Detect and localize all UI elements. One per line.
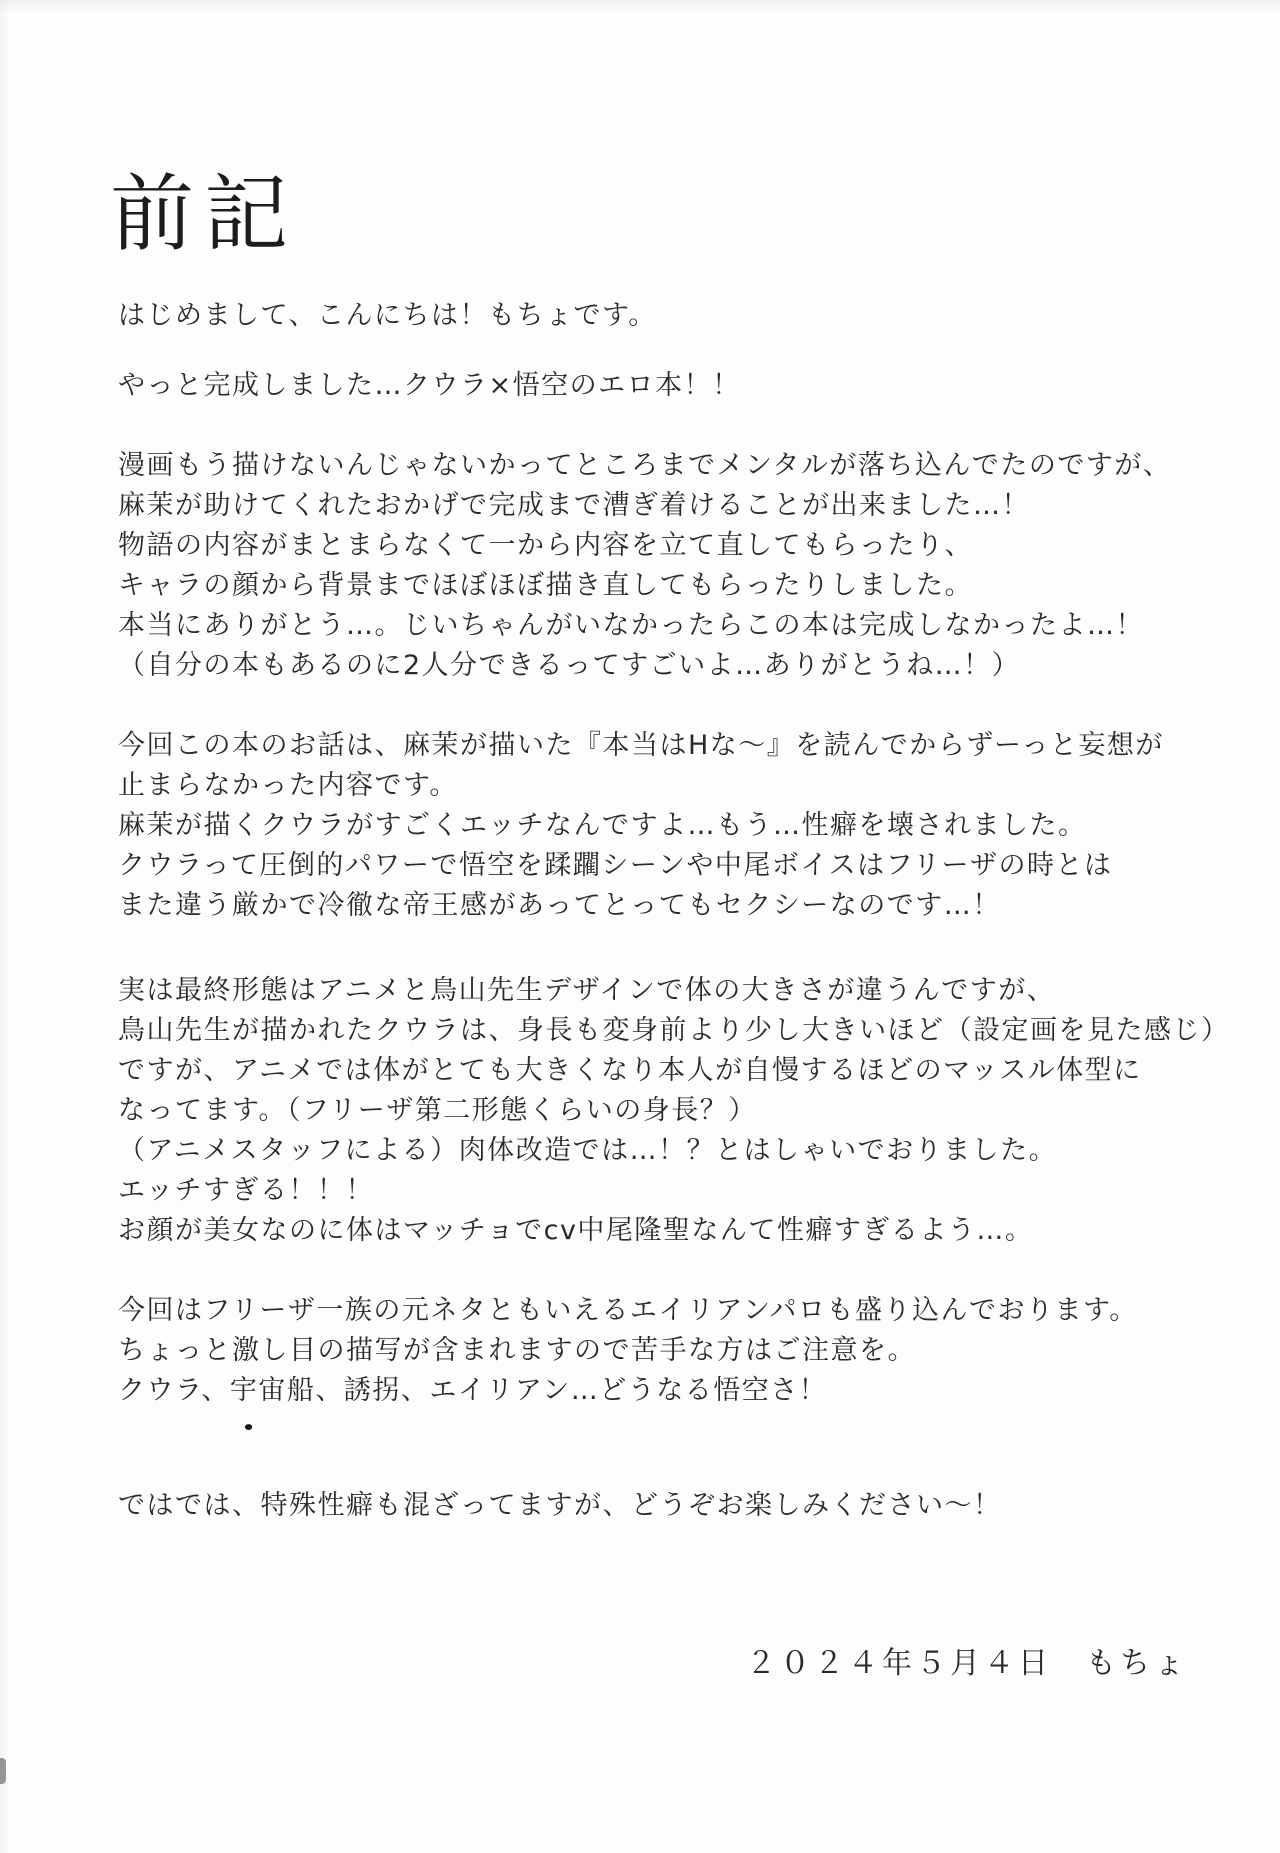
text-line: 実は最終形態はアニメと鳥山先生デザインで体の大きさが違うんですが、 — [118, 975, 1056, 1006]
paragraph-story-origin — [118, 726, 1220, 926]
paragraph-closing — [118, 1486, 1220, 1526]
text-line: クウラって圧倒的パワーで悟空を蹂躙シーンや中尾ボイスはフリーザの時とは — [118, 850, 1113, 881]
scan-edge-artifact — [0, 1758, 6, 1784]
text-line: ですが、アニメでは体がとても大きくなり本人が自慢するほどのマッスル体型に — [118, 1055, 1142, 1086]
text-line: キャラの顔から背景までほぼほぼ描き直してもらったりしました。 — [118, 570, 973, 601]
text-line: はじめまして、こんにちは！もちょです。 — [118, 300, 657, 331]
paragraph-content-warning — [118, 1291, 1220, 1411]
text-line: 止まらなかった内容です。 — [118, 770, 458, 801]
text-line: お顔が美女なのに体はマッチョでcv中尾隆聖なんて性癖すぎるよう…。 — [118, 1215, 1034, 1246]
text-line: 漫画もう描けないんじゃないかってところまでメンタルが落ち込んでたのですが、 — [118, 450, 1172, 481]
text-line: ちょっと激し目の描写が含まれますので苦手な方はご注意を。 — [118, 1335, 916, 1366]
paragraph-thanks — [118, 446, 1220, 686]
text-line: 麻茉が助けてくれたおかげで完成まで漕ぎ着けることが出来ました…！ — [118, 490, 1030, 521]
paragraph-design-notes — [118, 971, 1230, 1251]
scan-edge-shading-top — [0, 0, 1280, 14]
ink-dot-artifact — [244, 1423, 253, 1431]
text-line: クウラ、宇宙船、誘拐、エイリアン…どうなる悟空さ！ — [118, 1375, 828, 1406]
text-line: （アニメスタッフによる）肉体改造では…！？とはしゃいでおりました。 — [118, 1135, 1058, 1166]
text-line: 今回この本のお話は、麻茉が描いた『本当はHな〜』を読んでからずーっと妄想が — [118, 730, 1164, 761]
text-line: 鳥山先生が描かれたクウラは、身長も変身前より少し大きいほど（設定画を見た感じ） — [118, 1015, 1230, 1046]
text-line: なってます。（フリーザ第二形態くらいの身長？） — [118, 1095, 757, 1126]
text-line: 麻茉が描くクウラがすごくエッチなんですよ…もう…性癖を壊されました。 — [118, 810, 1087, 841]
text-line: （自分の本もあるのに2人分できるってすごいよ…ありがとうね…！） — [118, 650, 1021, 681]
text-line: エッチすぎる！！！ — [118, 1175, 374, 1206]
page-title: 前記 — [110, 165, 299, 264]
text-line: やっと完成しました…クウラ×悟空のエロ本！！ — [118, 370, 741, 401]
paragraph-greeting — [118, 296, 1220, 336]
text-line: また違う厳かで冷徹な帝王感があってとってもセクシーなのです…！ — [118, 890, 1001, 921]
paragraph-completion — [118, 366, 1220, 406]
scan-edge-shading-left — [0, 0, 10, 1853]
text-line: 物語の内容がまとまらなくて一から内容を立て直してもらったり、 — [118, 530, 973, 561]
date-signature: ２０２４年５月４日 もちょ — [746, 1646, 1188, 1681]
text-line: 本当にありがとう…。じいちゃんがいなかったらこの本は完成しなかったよ…！ — [118, 610, 1144, 641]
text-line: ではでは、特殊性癖も混ざってますが、どうぞお楽しみください〜！ — [118, 1490, 1002, 1521]
text-line: 今回はフリーザ一族の元ネタともいえるエイリアンパロも盛り込んでおります。 — [118, 1295, 1138, 1326]
